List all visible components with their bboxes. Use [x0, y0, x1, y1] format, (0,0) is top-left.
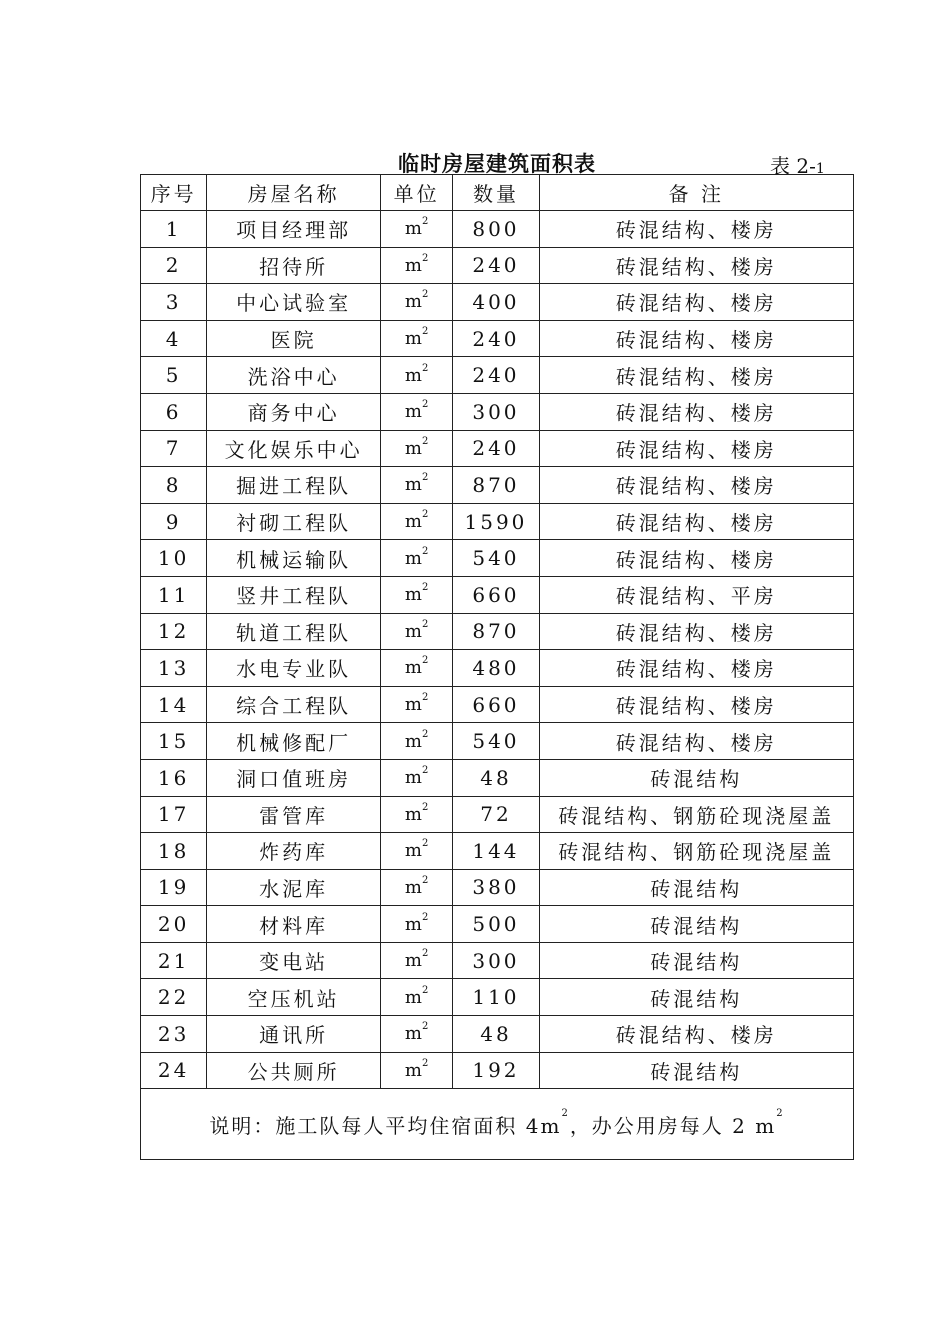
header-unit: 单位 — [380, 175, 452, 211]
row-name: 机械修配厂 — [207, 723, 381, 760]
unit-sup: 2 — [421, 948, 429, 960]
row-no: 8 — [141, 467, 207, 504]
row-name: 空压机站 — [207, 979, 381, 1016]
row-name: 变电站 — [207, 942, 381, 979]
row-qty: 240 — [453, 357, 539, 394]
row-no: 1 — [141, 211, 207, 248]
row-no: 7 — [141, 430, 207, 467]
unit-sup: 2 — [421, 399, 429, 411]
row-qty: 870 — [453, 467, 539, 504]
row-qty: 800 — [453, 211, 539, 248]
table-row — [141, 942, 854, 979]
row-name: 通讯所 — [207, 1016, 381, 1053]
row-name: 机械运输队 — [207, 540, 381, 577]
unit-base: m — [404, 364, 422, 386]
table-row — [141, 650, 854, 687]
table-number-main: 表 2- — [770, 154, 816, 178]
unit-sup: 2 — [421, 216, 429, 228]
unit-sup: 2 — [421, 545, 429, 557]
row-qty: 192 — [453, 1052, 539, 1089]
building-area-table — [140, 174, 854, 1160]
row-no: 13 — [141, 650, 207, 687]
row-note: 砖混结构 — [539, 979, 853, 1016]
row-unit — [380, 540, 452, 577]
table-number-sub: 1 — [815, 161, 825, 177]
table-row — [141, 723, 854, 760]
row-no: 23 — [141, 1016, 207, 1053]
row-qty: 500 — [453, 906, 539, 943]
row-note: 砖混结构 — [539, 1052, 853, 1089]
row-unit — [380, 942, 452, 979]
row-name: 轨道工程队 — [207, 613, 381, 650]
row-note: 砖混结构、楼房 — [539, 430, 853, 467]
row-unit — [380, 284, 452, 321]
table-row — [141, 759, 854, 796]
row-name: 掘进工程队 — [207, 467, 381, 504]
row-unit — [380, 1016, 452, 1053]
row-name: 文化娱乐中心 — [207, 430, 381, 467]
row-qty: 110 — [453, 979, 539, 1016]
row-note: 砖混结构、楼房 — [539, 686, 853, 723]
row-note: 砖混结构、楼房 — [539, 540, 853, 577]
document-title: 临时房屋建筑面积表 — [398, 151, 596, 176]
table-row — [141, 211, 854, 248]
row-qty: 870 — [453, 613, 539, 650]
unit-base: m — [404, 950, 422, 972]
row-unit — [380, 833, 452, 870]
row-unit — [380, 503, 452, 540]
row-qty: 540 — [453, 723, 539, 760]
row-name: 项目经理部 — [207, 211, 381, 248]
unit-sup: 2 — [421, 801, 429, 813]
row-name: 公共厕所 — [207, 1052, 381, 1089]
row-qty: 300 — [453, 942, 539, 979]
unit-sup: 2 — [421, 765, 429, 777]
table-row — [141, 1052, 854, 1089]
row-note: 砖混结构、楼房 — [539, 467, 853, 504]
table-row — [141, 357, 854, 394]
unit-base: m — [404, 584, 422, 606]
row-qty: 240 — [453, 247, 539, 284]
row-note: 砖混结构 — [539, 869, 853, 906]
row-unit — [380, 723, 452, 760]
row-note: 砖混结构、楼房 — [539, 320, 853, 357]
row-no: 3 — [141, 284, 207, 321]
unit-base: m — [404, 218, 422, 240]
row-unit — [380, 906, 452, 943]
row-note: 砖混结构、楼房 — [539, 393, 853, 430]
table-row — [141, 393, 854, 430]
row-unit — [380, 467, 452, 504]
row-qty: 1590 — [453, 503, 539, 540]
row-no: 21 — [141, 942, 207, 979]
row-unit — [380, 211, 452, 248]
unit-base: m — [404, 840, 422, 862]
table-row — [141, 869, 854, 906]
unit-base: m — [404, 620, 422, 642]
unit-base: m — [404, 291, 422, 313]
row-no: 18 — [141, 833, 207, 870]
table-row — [141, 503, 854, 540]
row-name: 综合工程队 — [207, 686, 381, 723]
remark-cell — [141, 1089, 854, 1160]
row-qty: 48 — [453, 1016, 539, 1053]
unit-base: m — [404, 401, 422, 423]
unit-sup: 2 — [421, 838, 429, 850]
unit-base: m — [404, 803, 422, 825]
unit-base: m — [404, 913, 422, 935]
unit-base: m — [404, 876, 422, 898]
unit-base: m — [404, 328, 422, 350]
table-row — [141, 613, 854, 650]
unit-base: m — [404, 767, 422, 789]
row-no: 15 — [141, 723, 207, 760]
row-unit — [380, 393, 452, 430]
unit-base: m — [404, 657, 422, 679]
unit-base: m — [404, 986, 422, 1008]
unit-sup: 2 — [421, 1021, 429, 1033]
unit-sup: 2 — [421, 692, 429, 704]
table-row — [141, 467, 854, 504]
table-row — [141, 320, 854, 357]
unit-sup: 2 — [421, 509, 429, 521]
row-qty: 540 — [453, 540, 539, 577]
row-name: 洗浴中心 — [207, 357, 381, 394]
row-note: 砖混结构、楼房 — [539, 247, 853, 284]
row-unit — [380, 430, 452, 467]
row-note: 砖混结构、楼房 — [539, 284, 853, 321]
row-name: 商务中心 — [207, 393, 381, 430]
unit-base: m — [404, 1023, 422, 1045]
row-note: 砖混结构、平房 — [539, 576, 853, 613]
row-note: 砖混结构 — [539, 759, 853, 796]
row-name: 雷管库 — [207, 796, 381, 833]
row-qty: 48 — [453, 759, 539, 796]
row-name: 招待所 — [207, 247, 381, 284]
row-note: 砖混结构、楼房 — [539, 650, 853, 687]
row-no: 17 — [141, 796, 207, 833]
row-no: 10 — [141, 540, 207, 577]
unit-sup: 2 — [421, 362, 429, 374]
unit-sup: 2 — [421, 1057, 429, 1069]
unit-base: m — [404, 547, 422, 569]
row-no: 22 — [141, 979, 207, 1016]
row-unit — [380, 247, 452, 284]
unit-sup: 2 — [421, 472, 429, 484]
row-note: 砖混结构、楼房 — [539, 211, 853, 248]
row-qty: 300 — [453, 393, 539, 430]
row-qty: 240 — [453, 430, 539, 467]
header-name: 房屋名称 — [207, 175, 381, 211]
row-no: 20 — [141, 906, 207, 943]
row-name: 水电专业队 — [207, 650, 381, 687]
remark-text-2: ，办公用房每人 2 m — [569, 1113, 777, 1138]
unit-sup: 2 — [421, 582, 429, 594]
row-no: 16 — [141, 759, 207, 796]
row-name: 水泥库 — [207, 869, 381, 906]
row-unit — [380, 686, 452, 723]
row-note: 砖混结构、钢筋砼现浇屋盖 — [539, 796, 853, 833]
row-qty: 240 — [453, 320, 539, 357]
unit-sup: 2 — [421, 984, 429, 996]
row-qty: 400 — [453, 284, 539, 321]
row-unit — [380, 759, 452, 796]
row-unit — [380, 357, 452, 394]
table-row — [141, 1016, 854, 1053]
unit-sup: 2 — [421, 728, 429, 740]
table-row — [141, 796, 854, 833]
row-unit — [380, 576, 452, 613]
row-no: 11 — [141, 576, 207, 613]
row-note: 砖混结构 — [539, 942, 853, 979]
row-unit — [380, 320, 452, 357]
unit-base: m — [404, 474, 422, 496]
table-row — [141, 979, 854, 1016]
row-note: 砖混结构、楼房 — [539, 503, 853, 540]
table-row — [141, 284, 854, 321]
remark-text-1: 说明：施工队每人平均住宿面积 4m — [209, 1113, 562, 1138]
row-name: 中心试验室 — [207, 284, 381, 321]
row-name: 医院 — [207, 320, 381, 357]
table-row — [141, 833, 854, 870]
row-qty: 660 — [453, 576, 539, 613]
unit-sup: 2 — [421, 911, 429, 923]
unit-base: m — [404, 1059, 422, 1081]
row-unit — [380, 613, 452, 650]
unit-sup: 2 — [421, 252, 429, 264]
header-no: 序号 — [141, 175, 207, 211]
row-qty: 144 — [453, 833, 539, 870]
unit-sup: 2 — [421, 289, 429, 301]
row-note: 砖混结构、楼房 — [539, 1016, 853, 1053]
row-note: 砖混结构、楼房 — [539, 723, 853, 760]
row-qty: 72 — [453, 796, 539, 833]
unit-sup: 2 — [421, 618, 429, 630]
unit-sup: 2 — [421, 874, 429, 886]
row-no: 4 — [141, 320, 207, 357]
unit-sup: 2 — [421, 326, 429, 338]
table-header-row — [141, 175, 854, 211]
row-name: 衬砌工程队 — [207, 503, 381, 540]
row-no: 6 — [141, 393, 207, 430]
table-row — [141, 247, 854, 284]
header-note: 备 注 — [539, 175, 853, 211]
header-qty: 数量 — [453, 175, 539, 211]
unit-base: m — [404, 254, 422, 276]
row-qty: 480 — [453, 650, 539, 687]
row-unit — [380, 1052, 452, 1089]
row-note: 砖混结构、楼房 — [539, 613, 853, 650]
row-unit — [380, 650, 452, 687]
table-body — [141, 211, 854, 1089]
row-name: 竖井工程队 — [207, 576, 381, 613]
remark-sup-2: 2 — [776, 1107, 785, 1119]
row-no: 24 — [141, 1052, 207, 1089]
table-row — [141, 906, 854, 943]
table-row — [141, 430, 854, 467]
table-row — [141, 686, 854, 723]
row-no: 5 — [141, 357, 207, 394]
row-unit — [380, 869, 452, 906]
row-no: 9 — [141, 503, 207, 540]
row-name: 洞口值班房 — [207, 759, 381, 796]
row-no: 2 — [141, 247, 207, 284]
row-name: 材料库 — [207, 906, 381, 943]
row-no: 19 — [141, 869, 207, 906]
row-unit — [380, 979, 452, 1016]
row-name: 炸药库 — [207, 833, 381, 870]
unit-sup: 2 — [421, 435, 429, 447]
table-row — [141, 540, 854, 577]
unit-base: m — [404, 437, 422, 459]
table-row — [141, 576, 854, 613]
row-qty: 380 — [453, 869, 539, 906]
unit-base: m — [404, 511, 422, 533]
row-note: 砖混结构、钢筋砼现浇屋盖 — [539, 833, 853, 870]
unit-base: m — [404, 730, 422, 752]
row-note: 砖混结构 — [539, 906, 853, 943]
row-unit — [380, 796, 452, 833]
row-no: 12 — [141, 613, 207, 650]
row-qty: 660 — [453, 686, 539, 723]
unit-base: m — [404, 694, 422, 716]
row-no: 14 — [141, 686, 207, 723]
remark-sup-1: 2 — [561, 1107, 570, 1119]
remark-row — [141, 1089, 854, 1160]
row-note: 砖混结构、楼房 — [539, 357, 853, 394]
unit-sup: 2 — [421, 655, 429, 667]
